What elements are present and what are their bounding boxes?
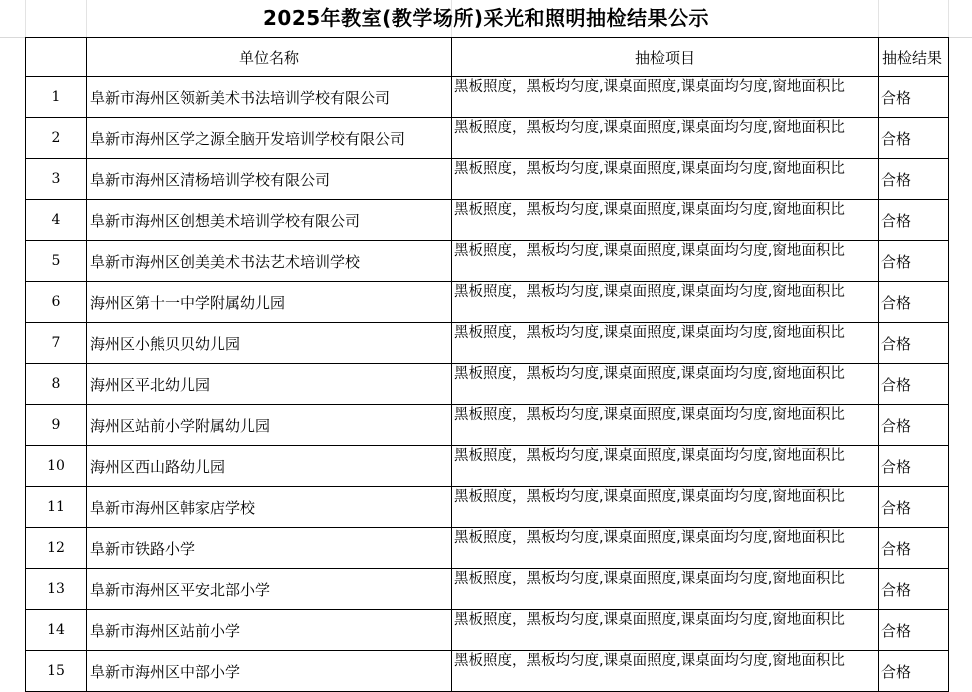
unit-name-cell[interactable]: 海州区站前小学附属幼儿园 <box>87 405 452 446</box>
result-cell[interactable]: 合格 <box>879 610 949 651</box>
inspection-items-cell[interactable]: 黑板照度，黑板均匀度,课桌面照度,课桌面均匀度,窗地面积比 <box>452 77 879 118</box>
table-row <box>26 405 949 446</box>
header-unit-name[interactable]: 单位名称 <box>87 38 452 77</box>
unit-name-cell[interactable]: 阜新市海州区创想美术培训学校有限公司 <box>87 200 452 241</box>
table-row <box>26 569 949 610</box>
header-result[interactable]: 抽检结果 <box>879 38 949 77</box>
result-cell[interactable]: 合格 <box>879 77 949 118</box>
unit-name-cell[interactable]: 阜新市海州区清杨培训学校有限公司 <box>87 159 452 200</box>
table-row <box>26 610 949 651</box>
result-cell[interactable]: 合格 <box>879 159 949 200</box>
inspection-items-cell[interactable]: 黑板照度，黑板均匀度,课桌面照度,课桌面均匀度,窗地面积比 <box>452 528 879 569</box>
row-index-cell[interactable]: 3 <box>26 159 87 200</box>
header-row <box>26 38 949 77</box>
row-index-cell[interactable]: 12 <box>26 528 87 569</box>
unit-name-cell[interactable]: 阜新市海州区中部小学 <box>87 651 452 692</box>
result-cell[interactable]: 合格 <box>879 569 949 610</box>
inspection-items-cell[interactable]: 黑板照度，黑板均匀度,课桌面照度,课桌面均匀度,窗地面积比 <box>452 487 879 528</box>
table-row <box>26 651 949 692</box>
unit-name-cell[interactable]: 阜新市海州区学之源全脑开发培训学校有限公司 <box>87 118 452 159</box>
inspection-items-cell[interactable]: 黑板照度，黑板均匀度,课桌面照度,课桌面均匀度,窗地面积比 <box>452 569 879 610</box>
sheet-title[interactable]: 2025年教室(教学场所)采光和照明抽检结果公示 <box>263 6 709 30</box>
inspection-items-cell[interactable]: 黑板照度，黑板均匀度,课桌面照度,课桌面均匀度,窗地面积比 <box>452 610 879 651</box>
header-inspection-items[interactable]: 抽检项目 <box>452 38 879 77</box>
unit-name-cell[interactable]: 阜新市海州区创美美术书法艺术培训学校 <box>87 241 452 282</box>
unit-name-cell[interactable]: 阜新市海州区韩家店学校 <box>87 487 452 528</box>
unit-name-cell[interactable]: 海州区小熊贝贝幼儿园 <box>87 323 452 364</box>
result-cell[interactable]: 合格 <box>879 528 949 569</box>
inspection-items-cell[interactable]: 黑板照度，黑板均匀度,课桌面照度,课桌面均匀度,窗地面积比 <box>452 405 879 446</box>
table-row <box>26 241 949 282</box>
unit-name-cell[interactable]: 阜新市海州区站前小学 <box>87 610 452 651</box>
row-index-cell[interactable]: 8 <box>26 364 87 405</box>
table-row <box>26 528 949 569</box>
row-index-cell[interactable]: 7 <box>26 323 87 364</box>
result-cell[interactable]: 合格 <box>879 282 949 323</box>
table-row <box>26 282 949 323</box>
table-row <box>26 159 949 200</box>
inspection-items-cell[interactable]: 黑板照度，黑板均匀度,课桌面照度,课桌面均匀度,窗地面积比 <box>452 364 879 405</box>
row-index-cell[interactable]: 5 <box>26 241 87 282</box>
table-row <box>26 77 949 118</box>
row-index-cell[interactable]: 4 <box>26 200 87 241</box>
result-cell[interactable]: 合格 <box>879 364 949 405</box>
unit-name-cell[interactable]: 阜新市海州区领新美术书法培训学校有限公司 <box>87 77 452 118</box>
table-row <box>26 364 949 405</box>
inspection-items-cell[interactable]: 黑板照度，黑板均匀度,课桌面照度,课桌面均匀度,窗地面积比 <box>452 200 879 241</box>
inspection-items-cell[interactable]: 黑板照度，黑板均匀度,课桌面照度,课桌面均匀度,窗地面积比 <box>452 446 879 487</box>
row-index-cell[interactable]: 15 <box>26 651 87 692</box>
table-row <box>26 446 949 487</box>
row-index-cell[interactable]: 6 <box>26 282 87 323</box>
result-cell[interactable]: 合格 <box>879 487 949 528</box>
unit-name-cell[interactable]: 海州区西山路幼儿园 <box>87 446 452 487</box>
table-row <box>26 487 949 528</box>
result-cell[interactable]: 合格 <box>879 118 949 159</box>
inspection-items-cell[interactable]: 黑板照度，黑板均匀度,课桌面照度,课桌面均匀度,窗地面积比 <box>452 651 879 692</box>
result-cell[interactable]: 合格 <box>879 241 949 282</box>
row-index-cell[interactable]: 11 <box>26 487 87 528</box>
inspection-items-cell[interactable]: 黑板照度，黑板均匀度,课桌面照度,课桌面均匀度,窗地面积比 <box>452 241 879 282</box>
unit-name-cell[interactable]: 海州区第十一中学附属幼儿园 <box>87 282 452 323</box>
row-index-cell[interactable]: 14 <box>26 610 87 651</box>
table-row <box>26 118 949 159</box>
table-row <box>26 200 949 241</box>
result-cell[interactable]: 合格 <box>879 651 949 692</box>
unit-name-cell[interactable]: 海州区平北幼儿园 <box>87 364 452 405</box>
row-index-cell[interactable]: 9 <box>26 405 87 446</box>
result-cell[interactable]: 合格 <box>879 323 949 364</box>
unit-name-cell[interactable]: 阜新市海州区平安北部小学 <box>87 569 452 610</box>
row-index-cell[interactable]: 10 <box>26 446 87 487</box>
row-index-cell[interactable]: 13 <box>26 569 87 610</box>
result-cell[interactable]: 合格 <box>879 200 949 241</box>
results-table <box>25 37 949 692</box>
result-cell[interactable]: 合格 <box>879 446 949 487</box>
inspection-items-cell[interactable]: 黑板照度，黑板均匀度,课桌面照度,课桌面均匀度,窗地面积比 <box>452 118 879 159</box>
header-index[interactable] <box>26 38 87 77</box>
inspection-items-cell[interactable]: 黑板照度，黑板均匀度,课桌面照度,课桌面均匀度,窗地面积比 <box>452 159 879 200</box>
inspection-items-cell[interactable]: 黑板照度，黑板均匀度,课桌面照度,课桌面均匀度,窗地面积比 <box>452 282 879 323</box>
unit-name-cell[interactable]: 阜新市铁路小学 <box>87 528 452 569</box>
inspection-items-cell[interactable]: 黑板照度，黑板均匀度,课桌面照度,课桌面均匀度,窗地面积比 <box>452 323 879 364</box>
row-index-cell[interactable]: 2 <box>26 118 87 159</box>
table-body <box>26 77 949 692</box>
row-index-cell[interactable]: 1 <box>26 77 87 118</box>
result-cell[interactable]: 合格 <box>879 405 949 446</box>
table-row <box>26 323 949 364</box>
